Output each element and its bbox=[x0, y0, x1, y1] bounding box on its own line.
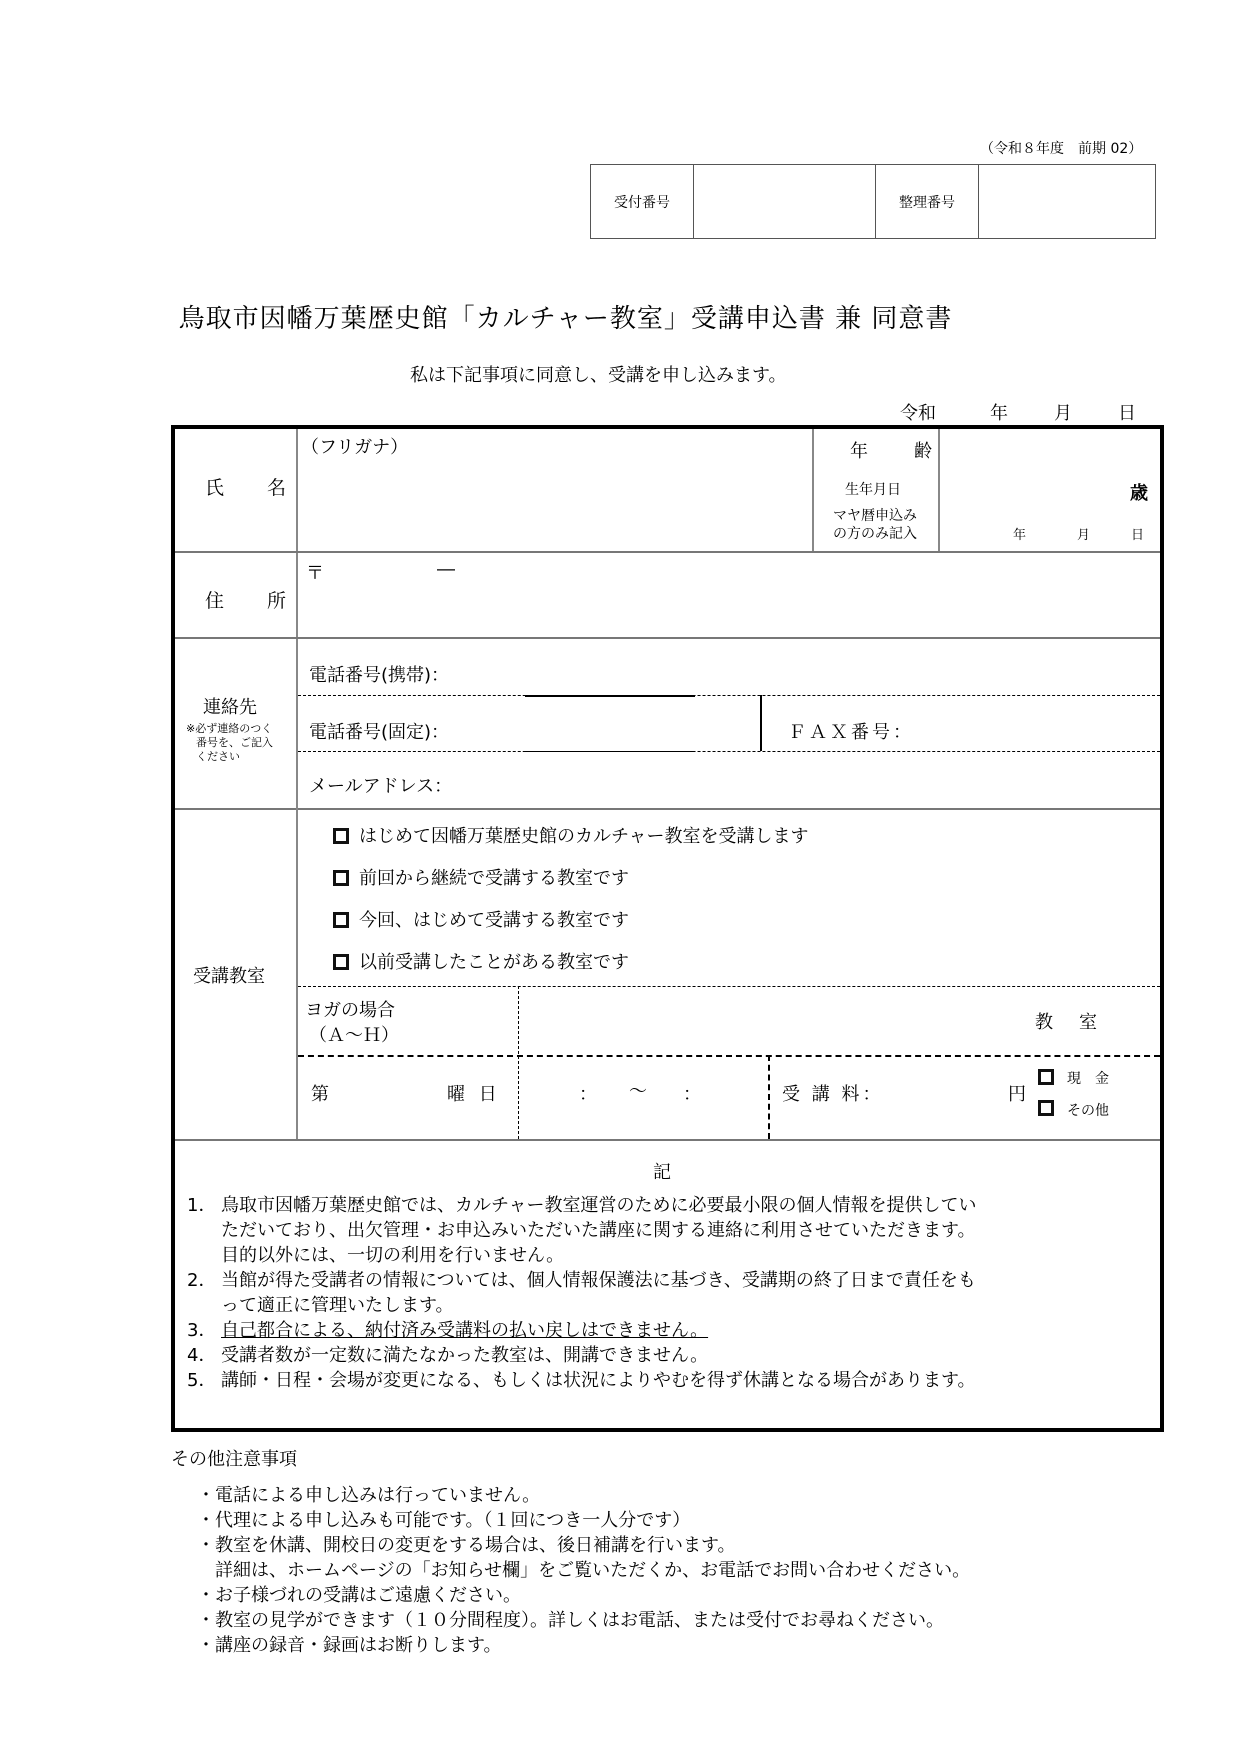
other-note-2: ・代理による申し込みも可能です。（１回につき一人分です） bbox=[197, 1510, 691, 1531]
time-separator-end: ： bbox=[683, 1084, 701, 1105]
reception-number-label: 受付番号 bbox=[591, 165, 694, 238]
row-divider bbox=[175, 1139, 1160, 1141]
first-time-class-checkbox[interactable] bbox=[333, 912, 349, 928]
age-label: 年 齢 bbox=[850, 441, 946, 462]
postal-mark: 〒 bbox=[306, 563, 324, 584]
notice-item-2-line-1: 当館が得た受講者の情報については、個人情報保護法に基づき、受講期の終了日まで責任をも bbox=[221, 1270, 976, 1291]
label-column-divider bbox=[296, 808, 298, 1139]
week-prefix: 第 bbox=[311, 1084, 329, 1105]
birth-month-unit: 月 bbox=[1077, 528, 1091, 543]
date-era: 令和 bbox=[900, 403, 936, 424]
reception-number-field[interactable] bbox=[694, 165, 876, 238]
age-label-divider bbox=[812, 429, 814, 551]
maya-note-1: マヤ暦申込み bbox=[833, 508, 917, 524]
yoga-label-2: （Ａ～Ｈ） bbox=[309, 1025, 399, 1046]
page-title bbox=[0, 298, 1241, 335]
postal-dash: ― bbox=[437, 559, 455, 580]
notice-item-3-line-1: 自己都合による、納付済み受講料の払い戻しはできません。 bbox=[221, 1320, 709, 1341]
cash-checkbox[interactable] bbox=[1038, 1069, 1054, 1085]
name-field[interactable] bbox=[301, 459, 811, 519]
contact-note-2: 番号を、ご記入 bbox=[196, 736, 273, 749]
notice-item-3-number: 3． bbox=[187, 1320, 217, 1341]
time-tilde: ～ bbox=[629, 1081, 647, 1102]
fee-divider bbox=[768, 1055, 770, 1139]
consent-statement: 私は下記事項に同意し、受講を申し込みます。 bbox=[410, 365, 787, 386]
contact-note-3: ください bbox=[196, 750, 240, 763]
fee-label: 受 講 料： bbox=[782, 1084, 884, 1105]
notice-item-5-line-1: 講師・日程・会場が変更になる、もしくは状況によりやむを得ず休講となる場合があります。 bbox=[221, 1370, 976, 1391]
other-note-3: ・教室を休講、開校日の変更をする場合は、後日補講を行います。 bbox=[197, 1535, 736, 1556]
landline-phone-label: 電話番号(固定)： bbox=[309, 722, 450, 743]
notice-item-1-line-3: 目的以外には、一切の利用を行いません。 bbox=[221, 1245, 565, 1266]
notice-heading: 記 bbox=[653, 1162, 671, 1183]
contact-note-1: ※必ず連絡のつく bbox=[186, 722, 273, 735]
continuing-class-checkbox[interactable] bbox=[333, 870, 349, 886]
birthdate-label: 生年月日 bbox=[845, 482, 901, 498]
dashed-divider bbox=[298, 751, 1160, 752]
notice-item-1-line-1: 鳥取市因幡万葉歴史館では、カルチャー教室運営のために必要最小限の個人情報を提供してい bbox=[221, 1195, 977, 1216]
cash-label: 現 金 bbox=[1067, 1071, 1109, 1087]
notice-item-2-number: 2． bbox=[187, 1270, 217, 1291]
time-separator-start: ： bbox=[579, 1084, 597, 1105]
page-title-text: 鳥取市因幡万葉歴史館「カルチャー教室」受講申込書 兼 同意書 bbox=[178, 304, 953, 334]
classroom-unit: 教 室 bbox=[1035, 1012, 1101, 1033]
other-payment-label: その他 bbox=[1067, 1103, 1109, 1119]
other-note-5: ・お子様づれの受講はご遠慮ください。 bbox=[197, 1585, 521, 1606]
solid-divider-segment bbox=[525, 695, 695, 697]
first-time-museum-checkbox[interactable] bbox=[333, 828, 349, 844]
fax-field[interactable] bbox=[895, 709, 1145, 749]
age-field[interactable] bbox=[945, 439, 1115, 499]
solid-divider-segment bbox=[525, 751, 695, 752]
landline-phone-field[interactable] bbox=[475, 709, 705, 749]
dashed-column-divider bbox=[518, 986, 519, 1139]
age-unit: 歳 bbox=[1130, 483, 1148, 504]
weekday-suffix: 曜 日 bbox=[447, 1084, 501, 1105]
yen-unit: 円 bbox=[1008, 1084, 1026, 1105]
reception-table bbox=[590, 164, 1156, 239]
address-label: 住 所 bbox=[205, 590, 299, 612]
previous-class-checkbox[interactable] bbox=[333, 954, 349, 970]
row-divider bbox=[175, 551, 1160, 553]
first-time-class-label: 今回、はじめて受講する教室です bbox=[359, 910, 629, 931]
reference-number-field[interactable] bbox=[979, 165, 1155, 238]
email-label: メールアドレス： bbox=[309, 776, 453, 797]
application-form bbox=[171, 425, 1164, 1432]
date-month-unit: 月 bbox=[1054, 403, 1072, 424]
other-note-6: ・教室の見学ができます（１０分間程度）。詳しくはお電話、または受付でお尋ねください。 bbox=[197, 1610, 944, 1631]
row-divider bbox=[175, 637, 1160, 639]
fax-divider bbox=[760, 695, 762, 751]
contact-label: 連絡先 bbox=[203, 697, 257, 718]
mobile-phone-label: 電話番号(携帯)： bbox=[309, 665, 450, 686]
mobile-phone-field[interactable] bbox=[475, 654, 1125, 694]
email-field[interactable] bbox=[475, 764, 1125, 804]
furigana-label: （フリガナ） bbox=[301, 437, 409, 458]
date-day-unit: 日 bbox=[1118, 403, 1136, 424]
yoga-label-1: ヨガの場合 bbox=[305, 1000, 395, 1021]
birth-day-unit: 日 bbox=[1131, 528, 1145, 543]
other-note-1: ・電話による申し込みは行っていません。 bbox=[197, 1485, 541, 1506]
continuing-class-label: 前回から継続で受講する教室です bbox=[359, 868, 629, 889]
notice-item-4-line-1: 受講者数が一定数に満たなかった教室は、開講できません。 bbox=[221, 1345, 709, 1366]
notice-item-4-number: 4． bbox=[187, 1345, 217, 1366]
name-label: 氏 名 bbox=[205, 477, 299, 499]
birth-year-unit: 年 bbox=[1013, 528, 1027, 543]
class-label: 受講教室 bbox=[193, 966, 265, 987]
notice-item-1-number: 1． bbox=[187, 1195, 217, 1216]
yoga-class-field[interactable] bbox=[525, 994, 995, 1044]
fiscal-period: （令和８年度 前期 02） bbox=[980, 141, 1143, 157]
other-notes-title: その他注意事項 bbox=[171, 1449, 297, 1470]
notice-item-2-line-2: って適正に管理いたします。 bbox=[221, 1295, 454, 1316]
fax-label: ＦＡＸ番号： bbox=[788, 722, 914, 743]
notice-item-5-number: 5． bbox=[187, 1370, 217, 1391]
notice-item-1-line-2: ただいており、出欠管理・お申込みいただいた講座に関する連絡に利用させていただきます。 bbox=[221, 1220, 976, 1241]
dashed-divider bbox=[298, 1055, 1160, 1057]
other-note-7: ・講座の録音・録画はお断りします。 bbox=[197, 1635, 502, 1656]
fee-field[interactable] bbox=[875, 1069, 1005, 1109]
other-note-4: 詳細は、ホームページの「お知らせ欄」をご覧いただくか、お電話でお問い合わせください。 bbox=[197, 1560, 971, 1581]
maya-note-2: の方のみ記入 bbox=[833, 526, 917, 542]
address-field[interactable] bbox=[465, 557, 1065, 627]
row-divider bbox=[175, 808, 1160, 810]
dashed-divider bbox=[298, 695, 1160, 696]
reference-number-label: 整理番号 bbox=[876, 165, 979, 238]
dashed-divider bbox=[298, 986, 1160, 987]
previous-class-label: 以前受講したことがある教室です bbox=[359, 952, 629, 973]
date-year-unit: 年 bbox=[990, 403, 1008, 424]
first-time-museum-label: はじめて因幡万葉歴史館のカルチャー教室を受講します bbox=[359, 826, 809, 847]
other-payment-checkbox[interactable] bbox=[1038, 1100, 1054, 1116]
